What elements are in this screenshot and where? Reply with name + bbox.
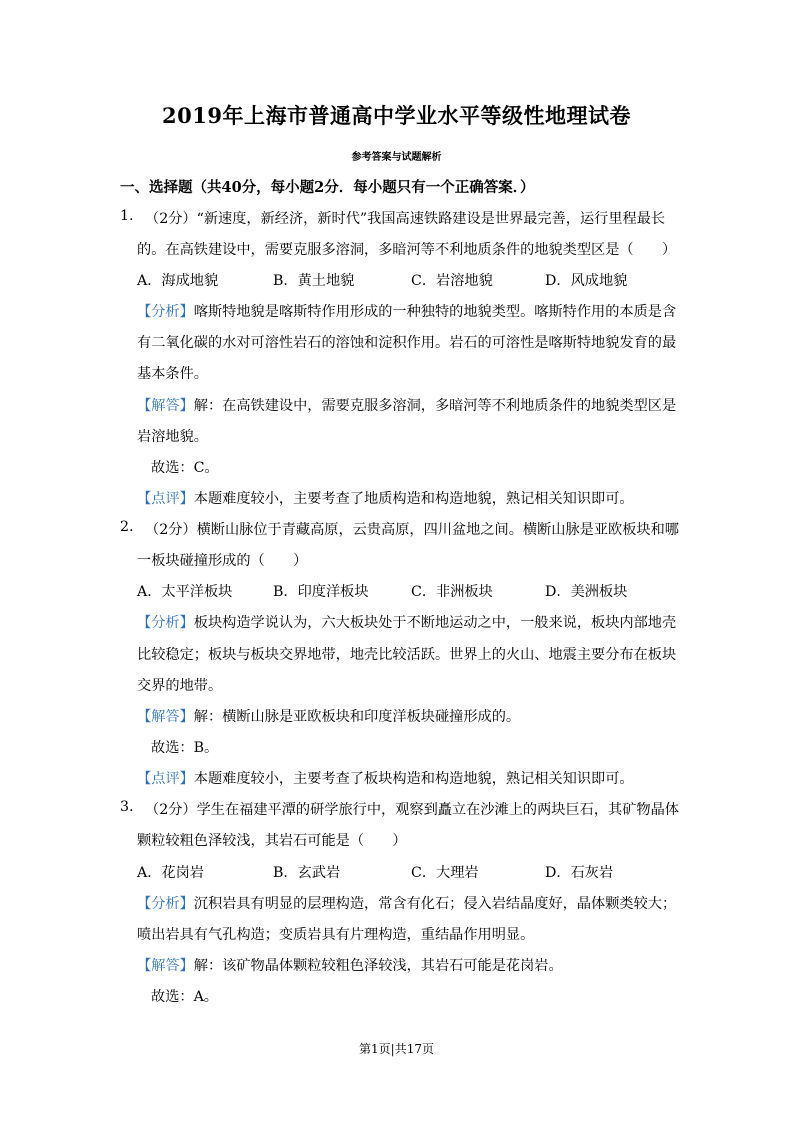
- q3-analysis-line1: [137, 893, 676, 913]
- q3-number: 3.: [120, 799, 134, 815]
- q3-stem-line1: （2分）学生在福建平潭的研学旅行中，观察到矗立在沙滩上的两块巨石，其矿物晶体: [145, 802, 679, 818]
- q2-number: 2.: [120, 519, 134, 535]
- q1-answer-text1: 解：在高铁建设中，需要克服多溶洞，多暗河等不利地质条件的地貌类型区是: [193, 398, 677, 414]
- q2-analysis-line2: 比较稳定；板块与板块交界地带，地壳比较活跃。世界上的火山、地震主要分布在板块: [137, 647, 677, 663]
- q1-answer-tag: 【解答】: [137, 398, 194, 414]
- q2-answer-line1: [137, 706, 520, 726]
- q1-option-c: C．岩溶地貌: [411, 273, 493, 289]
- q3-answer-tag: 【解答】: [137, 958, 194, 974]
- q3-analysis-tag: 【分析】: [137, 896, 194, 912]
- q1-comment-tag: 【点评】: [137, 491, 194, 507]
- q2-option-a: A．太平洋板块: [137, 584, 233, 600]
- q2-comment-tag: 【点评】: [137, 771, 194, 787]
- q1-analysis-text1: 喀斯特地貌是喀斯特作用形成的一种独特的地貌类型。喀斯特作用的本质是含: [193, 304, 677, 320]
- page-footer: 第1页|共17页: [359, 1042, 434, 1056]
- section-heading: 一、选择题（共40分，每小题2分．每小题只有一个正确答案．）: [120, 179, 535, 196]
- q1-comment-line: [137, 488, 634, 508]
- q1-stem-line2: 的。在高铁建设中，需要克服多溶洞，多暗河等不利地质条件的地貌类型区是（ ）: [137, 242, 677, 258]
- q2-comment-text: 本题难度较小，主要考查了板块构造和构造地貌，熟记相关知识即可。: [193, 771, 634, 787]
- q2-option-b: B．印度洋板块: [273, 584, 369, 600]
- q3-option-c: C．大理岩: [411, 865, 479, 881]
- q2-analysis-text1: 板块构造学说认为，六大板块处于不断地运动之中，一般来说，板块内部地壳: [193, 615, 677, 631]
- q2-analysis-line3: 交界的地带。: [137, 678, 223, 694]
- q2-answer-tag: 【解答】: [137, 709, 194, 725]
- document-title: 2019年上海市普通高中学业水平等级性地理试卷: [162, 103, 631, 128]
- q1-analysis-line3: 基本条件。: [137, 366, 208, 382]
- q3-answer-line1: [137, 955, 563, 975]
- document-subtitle: 参考答案与试题解析: [351, 152, 442, 163]
- q1-number: 1.: [120, 208, 134, 224]
- q2-comment-line: [137, 768, 634, 788]
- q3-answer-text1: 解：该矿物晶体颗粒较粗色泽较浅，其岩石可能是花岗岩。: [193, 958, 563, 974]
- q1-answer-line2: 岩溶地貌。: [137, 429, 208, 445]
- q1-analysis-line2: 有二氧化碳的水对可溶性岩石的溶蚀和淀积作用。岩石的可溶性是喀斯特地貌发育的最: [137, 335, 677, 351]
- q2-stem-line2: 一板块碰撞形成的（ ）: [137, 553, 308, 569]
- q1-analysis-tag: 【分析】: [137, 304, 194, 320]
- q1-option-b: B．黄土地貌: [273, 273, 355, 289]
- q3-analysis-text1: 沉积岩具有明显的层理构造，常含有化石；侵入岩结晶度好，晶体颗类较大；: [193, 896, 677, 912]
- q1-option-d: D．风成地貌: [545, 273, 628, 289]
- q3-option-d: D．石灰岩: [545, 865, 614, 881]
- q1-stem-line1: （2分）“新速度，新经济，新时代”我国高速铁路建设是世界最完善，运行里程最长: [145, 211, 666, 227]
- q1-choice: 故选：C。: [151, 460, 219, 476]
- q3-option-b: B．玄武岩: [273, 865, 341, 881]
- q2-option-d: D．美洲板块: [545, 584, 628, 600]
- q2-option-c: C．非洲板块: [411, 584, 493, 600]
- q3-choice: 故选：A。: [151, 989, 218, 1005]
- q1-comment-text: 本题难度较小，主要考查了地质构造和构造地貌，熟记相关知识即可。: [193, 491, 634, 507]
- q2-analysis-tag: 【分析】: [137, 615, 194, 631]
- q2-answer-text1: 解：横断山脉是亚欧板块和印度洋板块碰撞形成的。: [193, 709, 521, 725]
- q3-option-a: A．花岗岩: [137, 865, 204, 881]
- q3-stem-line2: 颗粒较粗色泽较浅，其岩石可能是（ ）: [137, 833, 407, 849]
- q1-analysis-line1: [137, 301, 676, 321]
- q3-analysis-line2: 喷出岩具有气孔构造；变质岩具有片理构造，重结晶作用明显。: [137, 927, 535, 943]
- q1-option-a: A．海成地貌: [137, 273, 219, 289]
- q2-choice: 故选：B。: [151, 740, 219, 756]
- q1-answer-line1: [137, 395, 676, 415]
- q2-analysis-line1: [137, 612, 676, 632]
- q2-stem-line1: （2分）横断山脉位于青藏高原，云贵高原，四川盆地之间。横断山脉是亚欧板块和哪: [145, 522, 679, 538]
